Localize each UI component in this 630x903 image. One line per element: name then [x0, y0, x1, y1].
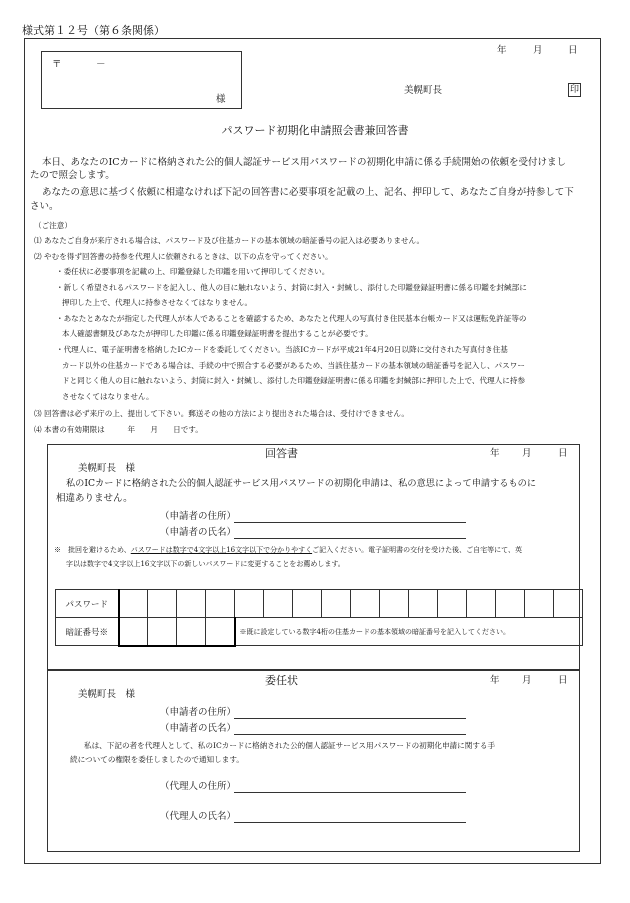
proxy-date-year: 年	[490, 675, 500, 686]
reply-remark-line-2: 字以は数字で4文字以上16文字以下の新しいパスワードに変更することをお薦めします。	[66, 560, 345, 568]
intro-line-2: たので照会します。	[30, 170, 115, 181]
agent-address-label: （代理人の住所）	[160, 781, 237, 792]
proxy-applicant-address-label: （申請者の住所）	[160, 707, 237, 718]
password-cell[interactable]	[380, 590, 409, 618]
note-item: ・代理人に、電子証明書を格納したICカードを委託してください。当該ICカードが平成21年4月20日以降に交付された写真付き住基	[56, 345, 508, 354]
note-item: ・あなたとあなたが指定した代理人が本人であることを確認するため、あなたと代理人の写真付き住民基本台帳カード又は運転免許証等の	[56, 314, 527, 323]
postal-mark: 〒	[52, 59, 62, 70]
reply-heading: 回答書	[265, 447, 298, 460]
password-cell[interactable]	[438, 590, 467, 618]
note-item: 本人確認書類及びあなたが押印した印鑑に係る印鑑登録証明書を提出することが必要です。	[62, 329, 373, 338]
proxy-applicant-name-field[interactable]	[234, 734, 466, 735]
note-item: 押印した上で、代理人に持参させなくてはなりません。	[62, 298, 253, 307]
proxy-applicant-name-label: （申請者の氏名）	[160, 723, 237, 734]
agent-address-field[interactable]	[234, 792, 466, 793]
note-item: ⑷ 本書の有効期限は 年 月 日です。	[34, 425, 203, 434]
reply-applicant-address-field[interactable]	[234, 522, 466, 523]
password-cell[interactable]	[148, 590, 177, 618]
reply-applicant-address-label: （申請者の住所）	[160, 511, 237, 522]
password-cell[interactable]	[177, 590, 206, 618]
pin-label: 暗証番号※	[56, 618, 119, 646]
remark-prefix: ※ 批回を避けるため、	[54, 546, 131, 554]
reply-applicant-name-label: （申請者の氏名）	[160, 527, 237, 538]
agent-name-field[interactable]	[234, 822, 466, 823]
reply-applicant-name-field[interactable]	[234, 538, 466, 539]
password-cell[interactable]	[554, 590, 583, 618]
note-item: ・新しく希望されるパスワードを記入し、他人の目に触れないよう、封筒に封入・封緘し、添付した印鑑登録証明書に係る印鑑を封緘部に	[56, 283, 527, 292]
address-box	[41, 51, 242, 109]
password-cell[interactable]	[322, 590, 351, 618]
password-cell[interactable]	[525, 590, 554, 618]
proxy-body-line-2: 続についての権限を委任しましたので通知します。	[70, 755, 244, 764]
password-cell[interactable]	[293, 590, 322, 618]
password-cell[interactable]	[496, 590, 525, 618]
remark-suffix: ご記入ください。電子証明書の交付を受けた後、ご自宅等にて、英	[312, 546, 522, 554]
note-item: ⑴ あなたご自身が来庁される場合は、パスワード及び住基カードの基本領域の暗証番号の記入は必要ありません。	[34, 236, 425, 245]
remark-underlined: パスワードは数字で4文字以上16文字以下で分かりやすく	[130, 546, 313, 554]
reply-addressee: 美幌町長 様	[78, 463, 136, 474]
reply-date-year: 年	[490, 448, 500, 459]
password-cell[interactable]	[351, 590, 380, 618]
note-item: カード以外の住基カードである場合は、手続の中で照合する必要があるため、当該住基カードの基本領域の暗証番号を記入し、パスワー	[62, 361, 525, 370]
header-date-month: 月	[533, 45, 543, 56]
password-cell[interactable]	[119, 590, 148, 618]
note-item: ⑶ 回答書は必ず来庁の上、提出して下さい。郵送その他の方法により提出された場合は、受付けできません。	[34, 409, 409, 418]
password-cell[interactable]	[206, 590, 235, 618]
proxy-addressee: 美幌町長 様	[78, 689, 136, 700]
postal-dash: －	[96, 59, 106, 70]
note-item: ⑵ やむを得ず回答書の持参を代理人に依頼されるときは、以下の点を守ってください。	[34, 252, 333, 261]
password-label: パスワード	[56, 590, 119, 618]
proxy-heading: 委任状	[265, 674, 298, 687]
reply-body-line-1: 私のICカードに格納された公的個人認証サービス用パスワードの初期化申請は、私の意思によって申請するものに	[66, 478, 537, 489]
pin-cell[interactable]	[119, 618, 148, 646]
pin-grid	[55, 617, 583, 647]
header-date-year: 年	[497, 45, 507, 56]
proxy-date-day: 日	[558, 675, 568, 686]
form-number: 様式第１２号（第６条関係）	[22, 24, 165, 37]
reply-remark-line-1	[54, 545, 522, 556]
intro-line-4: さい。	[30, 201, 59, 212]
reply-date-day: 日	[558, 448, 568, 459]
proxy-date-month: 月	[522, 675, 532, 686]
agent-name-label: （代理人の氏名）	[160, 811, 237, 822]
addressee-sama: 様	[216, 94, 226, 105]
proxy-body-line-1: 私は、下記の者を代理人として、私のICカードに格納された公的個人認証サービス用パスワードの初期化申請に関する手	[84, 741, 496, 750]
note-item: ドと同じく他人の目に触れないよう、封筒に封入・封緘し、添付した印鑑登録証明書に係る印鑑を封緘部に押印した上で、代理人に持参	[62, 376, 526, 385]
intro-line-3: あなたの意思に基づく依頼に相違なければ下記の回答書に必要事項を記載の上、記名、押印して、あなたご自身が持参して下	[42, 187, 574, 198]
intro-line-1: 本日、あなたのICカードに格納された公的個人認証サービス用パスワードの初期化申請に係る手続開始の依頼を受付けまし	[42, 157, 567, 168]
reply-date-month: 月	[522, 448, 532, 459]
notes-heading: （ご注意）	[34, 221, 72, 230]
reply-body-line-2: 相違ありません。	[56, 493, 133, 504]
note-item: させなくてはなりません。	[62, 392, 154, 401]
pin-note: ※既に設定している数字4桁の住基カードの基本領域の暗証番号を記入してください。	[235, 618, 583, 646]
password-cell[interactable]	[409, 590, 438, 618]
pin-cell[interactable]	[177, 618, 206, 646]
document-title: パスワード初期化申請照会書兼回答書	[221, 124, 409, 137]
header-date-day: 日	[568, 45, 578, 56]
mayor-label: 美幌町長	[404, 85, 443, 96]
password-grid	[55, 589, 583, 618]
password-cell[interactable]	[264, 590, 293, 618]
pin-cell[interactable]	[148, 618, 177, 646]
proxy-applicant-address-field[interactable]	[234, 718, 466, 719]
note-item: ・委任状に必要事項を記載の上、印鑑登録した印鑑を用いて押印してください。	[56, 267, 330, 276]
password-cell[interactable]	[467, 590, 496, 618]
password-cell[interactable]	[235, 590, 264, 618]
pin-cell[interactable]	[206, 618, 235, 646]
seal-mark: 印	[569, 85, 579, 95]
